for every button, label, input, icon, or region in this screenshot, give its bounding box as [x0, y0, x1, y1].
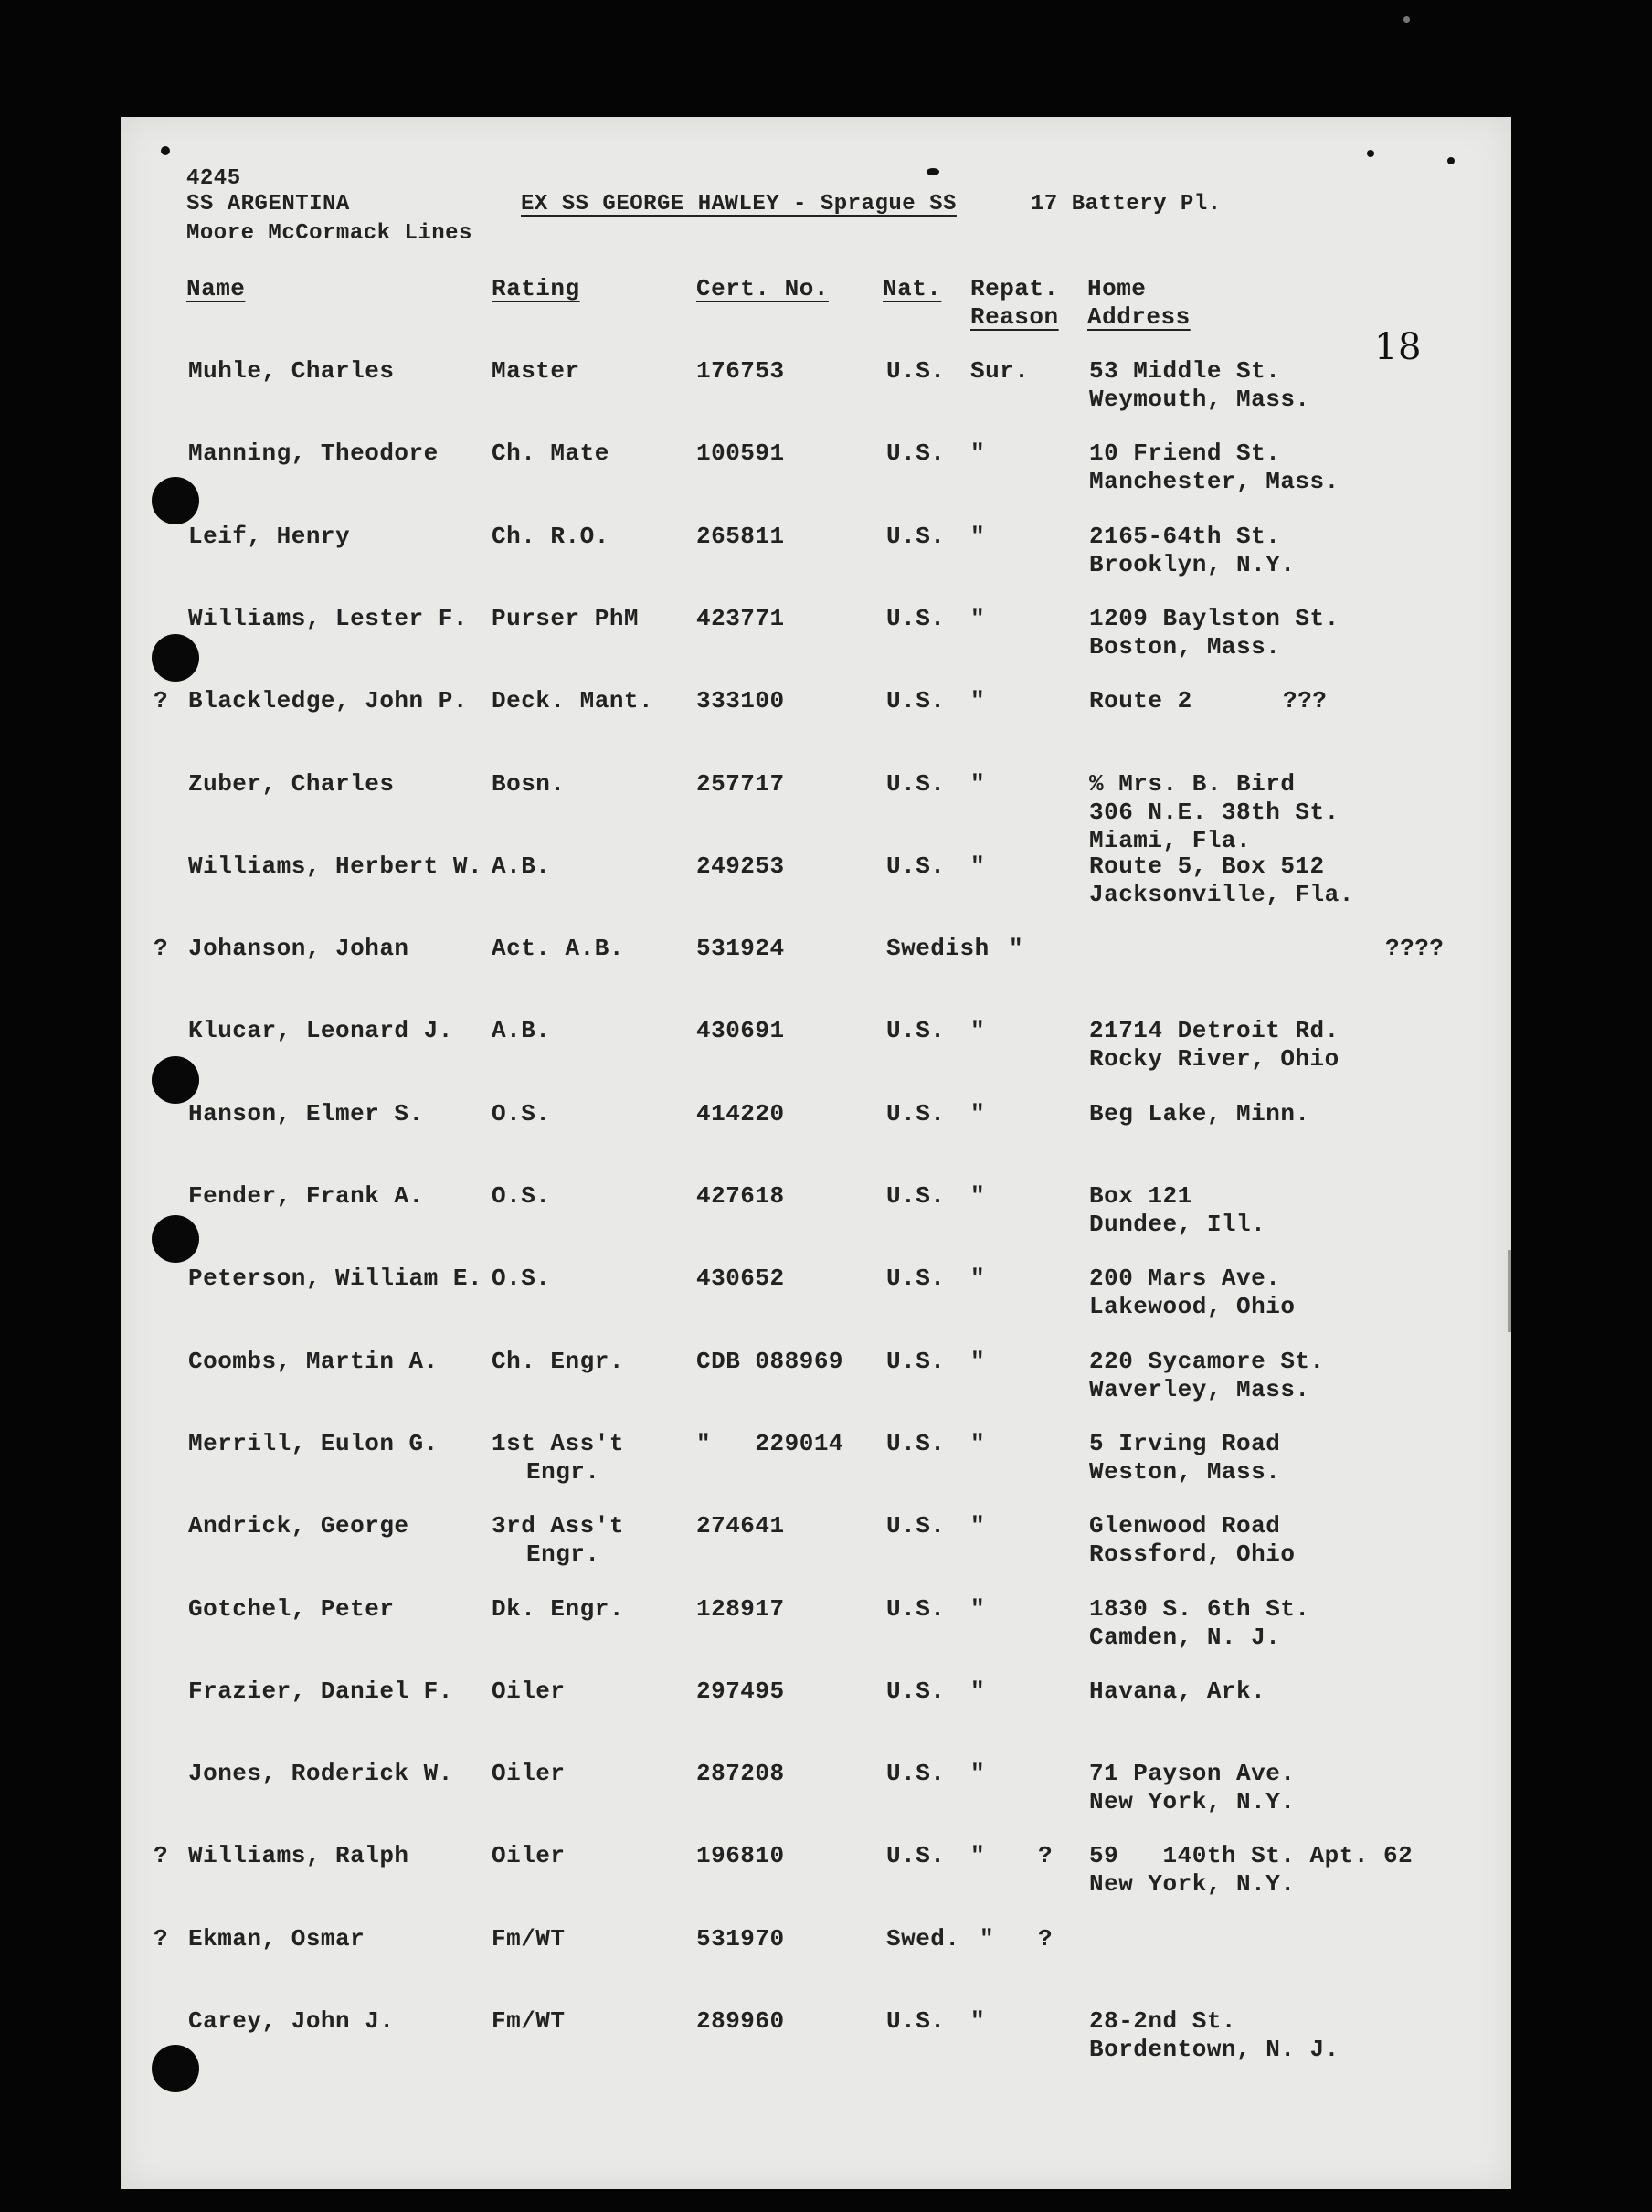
office-location: 17 Battery Pl.: [1031, 192, 1222, 217]
crew-cert-number: 176753: [696, 357, 785, 385]
crew-address-line1: 21714 Detroit Rd.: [1089, 1017, 1340, 1044]
crew-rating: O.S.: [492, 1182, 551, 1210]
col-header-reason: Reason: [970, 303, 1059, 331]
crew-cert-number: CDB 088969: [696, 1348, 844, 1375]
crew-address-line2: Brooklyn, N.Y.: [1089, 551, 1296, 578]
crew-address-line2: Jacksonville, Fla.: [1089, 881, 1354, 908]
crew-address-line1: 1830 S. 6th St.: [1089, 1595, 1310, 1623]
crew-rating: 3rd Ass't: [492, 1512, 624, 1540]
crew-query-mark: ?: [1038, 1842, 1054, 1869]
row-question-mark: ?: [154, 687, 169, 714]
punch-hole: [152, 477, 199, 524]
ink-speck: [1447, 157, 1455, 164]
crew-cert-number: 249253: [696, 852, 785, 880]
crew-cert-number: 289960: [696, 2007, 785, 2035]
crew-name: Zuber, Charles: [188, 770, 395, 798]
crew-nationality: U.S.: [886, 1595, 946, 1623]
crew-repat-reason: ": [970, 852, 986, 880]
crew-cert-number: 265811: [696, 523, 785, 550]
crew-address-line1: 59 140th St. Apt. 62: [1089, 1842, 1414, 1869]
punch-hole: [152, 1056, 199, 1104]
crew-nationality: U.S.: [886, 1017, 946, 1044]
crew-nationality: U.S.: [886, 1842, 946, 1869]
crew-repat-reason: ": [970, 1760, 986, 1787]
crew-repat-reason: ": [970, 1678, 986, 1705]
crew-name: Klucar, Leonard J.: [188, 1017, 453, 1044]
crew-rating: Bosn.: [492, 770, 566, 798]
crew-name: Johanson, Johan: [188, 935, 409, 962]
crew-cert-number: 297495: [696, 1678, 785, 1705]
punch-hole: [152, 634, 199, 682]
crew-address-line2: Weston, Mass.: [1089, 1458, 1281, 1486]
crew-repat-reason: ": [970, 523, 986, 550]
col-header-name: Name: [186, 275, 246, 302]
crew-address-line2: New York, N.Y.: [1089, 1788, 1296, 1815]
crew-name: Peterson, William E.: [188, 1265, 483, 1292]
crew-rating: Ch. Engr.: [492, 1348, 624, 1375]
crew-address-line2: Camden, N. J.: [1089, 1624, 1281, 1651]
crew-address-line3: Miami, Fla.: [1089, 827, 1252, 854]
crew-cert-number: " 229014: [696, 1430, 844, 1457]
crew-rating-line2: Engr.: [526, 1540, 600, 1568]
col-header-address: Address: [1087, 303, 1191, 331]
crew-rating: Oiler: [492, 1842, 566, 1869]
crew-name: Coombs, Martin A.: [188, 1348, 439, 1375]
ink-speck: [1367, 150, 1374, 157]
crew-name: Hanson, Elmer S.: [188, 1100, 424, 1127]
document-number: 4245: [186, 166, 241, 191]
crew-rating: Master: [492, 357, 580, 385]
crew-address-line2: Lakewood, Ohio: [1089, 1293, 1296, 1320]
crew-rating: Act. A.B.: [492, 935, 624, 962]
row-question-mark: ?: [154, 1925, 169, 1953]
crew-address-line1: 2165-64th St.: [1089, 523, 1281, 550]
crew-name: Williams, Lester F.: [188, 605, 468, 632]
crew-address-line2: Rossford, Ohio: [1089, 1540, 1296, 1568]
crew-cert-number: 423771: [696, 605, 785, 632]
col-header-nat: Nat.: [883, 275, 942, 302]
former-ship: EX SS GEORGE HAWLEY - Sprague SS: [521, 192, 957, 217]
crew-repat-reason: ": [1009, 935, 1024, 962]
crew-cert-number: 128917: [696, 1595, 785, 1623]
crew-query-mark: ?: [1038, 1925, 1054, 1953]
punch-hole: [152, 2045, 199, 2092]
row-question-mark: ?: [154, 1842, 169, 1869]
crew-rating: O.S.: [492, 1265, 551, 1292]
crew-cert-number: 414220: [696, 1100, 785, 1127]
crew-name: Manning, Theodore: [188, 439, 439, 467]
crew-rating-line2: Engr.: [526, 1458, 600, 1486]
crew-cert-number: 274641: [696, 1512, 785, 1540]
crew-repat-reason: Sur.: [970, 357, 1030, 385]
crew-note: ???: [1283, 687, 1328, 714]
crew-address-line1: Box 121: [1089, 1182, 1192, 1210]
crew-repat-reason: ": [970, 770, 986, 798]
crew-repat-reason: ": [970, 1842, 986, 1869]
crew-repat-reason: ": [970, 1017, 986, 1044]
crew-name: Merrill, Eulon G.: [188, 1430, 439, 1457]
page-number: 18: [1374, 326, 1422, 368]
crew-name: Andrick, George: [188, 1512, 409, 1540]
crew-rating: Fm/WT: [492, 2007, 566, 2035]
crew-cert-number: 257717: [696, 770, 785, 798]
crew-repat-reason: ": [970, 1430, 986, 1457]
crew-repat-reason: ": [970, 1182, 986, 1210]
crew-address-line1: Route 5, Box 512: [1089, 852, 1325, 880]
crew-address-line1: Route 2: [1089, 687, 1192, 714]
crew-cert-number: 333100: [696, 687, 785, 714]
crew-address-line2: Rocky River, Ohio: [1089, 1045, 1340, 1073]
crew-address-line1: Glenwood Road: [1089, 1512, 1281, 1540]
crew-name: Fender, Frank A.: [188, 1182, 424, 1210]
crew-nationality: U.S.: [886, 439, 946, 467]
crew-rating: A.B.: [492, 1017, 551, 1044]
crew-nationality: U.S.: [886, 2007, 946, 2035]
crew-nationality: U.S.: [886, 357, 946, 385]
crew-name: Leif, Henry: [188, 523, 351, 550]
crew-nationality: U.S.: [886, 1265, 946, 1292]
crew-rating: Fm/WT: [492, 1925, 566, 1953]
crew-repat-reason: ": [970, 1265, 986, 1292]
crew-address-line1: 10 Friend St.: [1089, 439, 1281, 467]
crew-cert-number: 430691: [696, 1017, 785, 1044]
crew-rating: Ch. Mate: [492, 439, 609, 467]
crew-address-line2: New York, N.Y.: [1089, 1870, 1296, 1898]
crew-nationality: U.S.: [886, 687, 946, 714]
crew-nationality: U.S.: [886, 1760, 946, 1787]
crew-address-line1: 71 Payson Ave.: [1089, 1760, 1296, 1787]
crew-rating: Dk. Engr.: [492, 1595, 624, 1623]
document-page: [121, 117, 1511, 2189]
crew-rating: A.B.: [492, 852, 551, 880]
col-header-cert: Cert. No.: [696, 275, 829, 302]
crew-address-line1: 1209 Baylston St.: [1089, 605, 1340, 632]
ship-name: SS ARGENTINA: [186, 192, 350, 217]
crew-address-line2: Weymouth, Mass.: [1089, 386, 1310, 413]
crew-cert-number: 531970: [696, 1925, 785, 1953]
ink-speck: [927, 168, 939, 175]
crew-name: Carey, John J.: [188, 2007, 395, 2035]
crew-address-line2: Boston, Mass.: [1089, 633, 1281, 661]
crew-repat-reason: ": [970, 1595, 986, 1623]
crew-name: Williams, Ralph: [188, 1842, 409, 1869]
ink-speck: [161, 146, 170, 155]
crew-rating: O.S.: [492, 1100, 551, 1127]
crew-repat-reason: ": [970, 605, 986, 632]
crew-repat-reason: ": [970, 1348, 986, 1375]
ink-speck: [1403, 16, 1410, 23]
crew-address-line1: 28-2nd St.: [1089, 2007, 1237, 2035]
crew-name: Blackledge, John P.: [188, 687, 468, 714]
crew-repat-reason: ": [970, 1512, 986, 1540]
crew-name: Williams, Herbert W.: [188, 852, 483, 880]
crew-repat-reason: ": [980, 1925, 995, 1953]
crew-address-line2: Dundee, Ill.: [1089, 1211, 1266, 1238]
col-header-repat: Repat.: [970, 275, 1059, 302]
crew-cert-number: 287208: [696, 1760, 785, 1787]
crew-nationality: U.S.: [886, 1512, 946, 1540]
shipping-line: Moore McCormack Lines: [186, 221, 472, 246]
crew-cert-number: 531924: [696, 935, 785, 962]
row-question-mark: ?: [154, 935, 169, 962]
crew-note: ????: [1385, 935, 1445, 962]
crew-address-line1: Beg Lake, Minn.: [1089, 1100, 1310, 1127]
crew-rating: 1st Ass't: [492, 1430, 624, 1457]
crew-name: Frazier, Daniel F.: [188, 1678, 453, 1705]
crew-address-line2: Manchester, Mass.: [1089, 468, 1340, 495]
crew-address-line1: 53 Middle St.: [1089, 357, 1281, 385]
crew-nationality: U.S.: [886, 1430, 946, 1457]
crew-rating: Deck. Mant.: [492, 687, 654, 714]
crew-address-line1: 200 Mars Ave.: [1089, 1265, 1281, 1292]
punch-hole: [152, 1215, 199, 1263]
col-header-home: Home: [1087, 275, 1147, 302]
crew-nationality: U.S.: [886, 1348, 946, 1375]
crew-nationality: U.S.: [886, 1678, 946, 1705]
crew-repat-reason: ": [970, 687, 986, 714]
crew-cert-number: 100591: [696, 439, 785, 467]
crew-nationality: U.S.: [886, 605, 946, 632]
crew-cert-number: 430652: [696, 1265, 785, 1292]
crew-name: Ekman, Osmar: [188, 1925, 365, 1953]
crew-name: Muhle, Charles: [188, 357, 395, 385]
crew-nationality: Swedish: [886, 935, 990, 962]
crew-address-line2: Bordentown, N. J.: [1089, 2036, 1340, 2063]
scan-edge-mark: [1508, 1250, 1511, 1332]
crew-address-line1: 5 Irving Road: [1089, 1430, 1281, 1457]
crew-repat-reason: ": [970, 2007, 986, 2035]
crew-repat-reason: ": [970, 1100, 986, 1127]
crew-address-line1: % Mrs. B. Bird: [1089, 770, 1296, 798]
crew-nationality: Swed.: [886, 1925, 960, 1953]
col-header-rating: Rating: [492, 275, 580, 302]
crew-rating: Oiler: [492, 1678, 566, 1705]
crew-cert-number: 427618: [696, 1182, 785, 1210]
crew-address-line1: 220 Sycamore St.: [1089, 1348, 1325, 1375]
crew-nationality: U.S.: [886, 852, 946, 880]
crew-nationality: U.S.: [886, 1100, 946, 1127]
crew-nationality: U.S.: [886, 1182, 946, 1210]
crew-name: Jones, Roderick W.: [188, 1760, 453, 1787]
crew-address-line2: 306 N.E. 38th St.: [1089, 799, 1340, 826]
crew-repat-reason: ": [970, 439, 986, 467]
crew-rating: Purser PhM: [492, 605, 640, 632]
crew-rating: Oiler: [492, 1760, 566, 1787]
crew-nationality: U.S.: [886, 523, 946, 550]
crew-cert-number: 196810: [696, 1842, 785, 1869]
crew-name: Gotchel, Peter: [188, 1595, 395, 1623]
crew-address-line1: Havana, Ark.: [1089, 1678, 1266, 1705]
crew-address-line2: Waverley, Mass.: [1089, 1376, 1310, 1403]
crew-rating: Ch. R.O.: [492, 523, 609, 550]
crew-nationality: U.S.: [886, 770, 946, 798]
